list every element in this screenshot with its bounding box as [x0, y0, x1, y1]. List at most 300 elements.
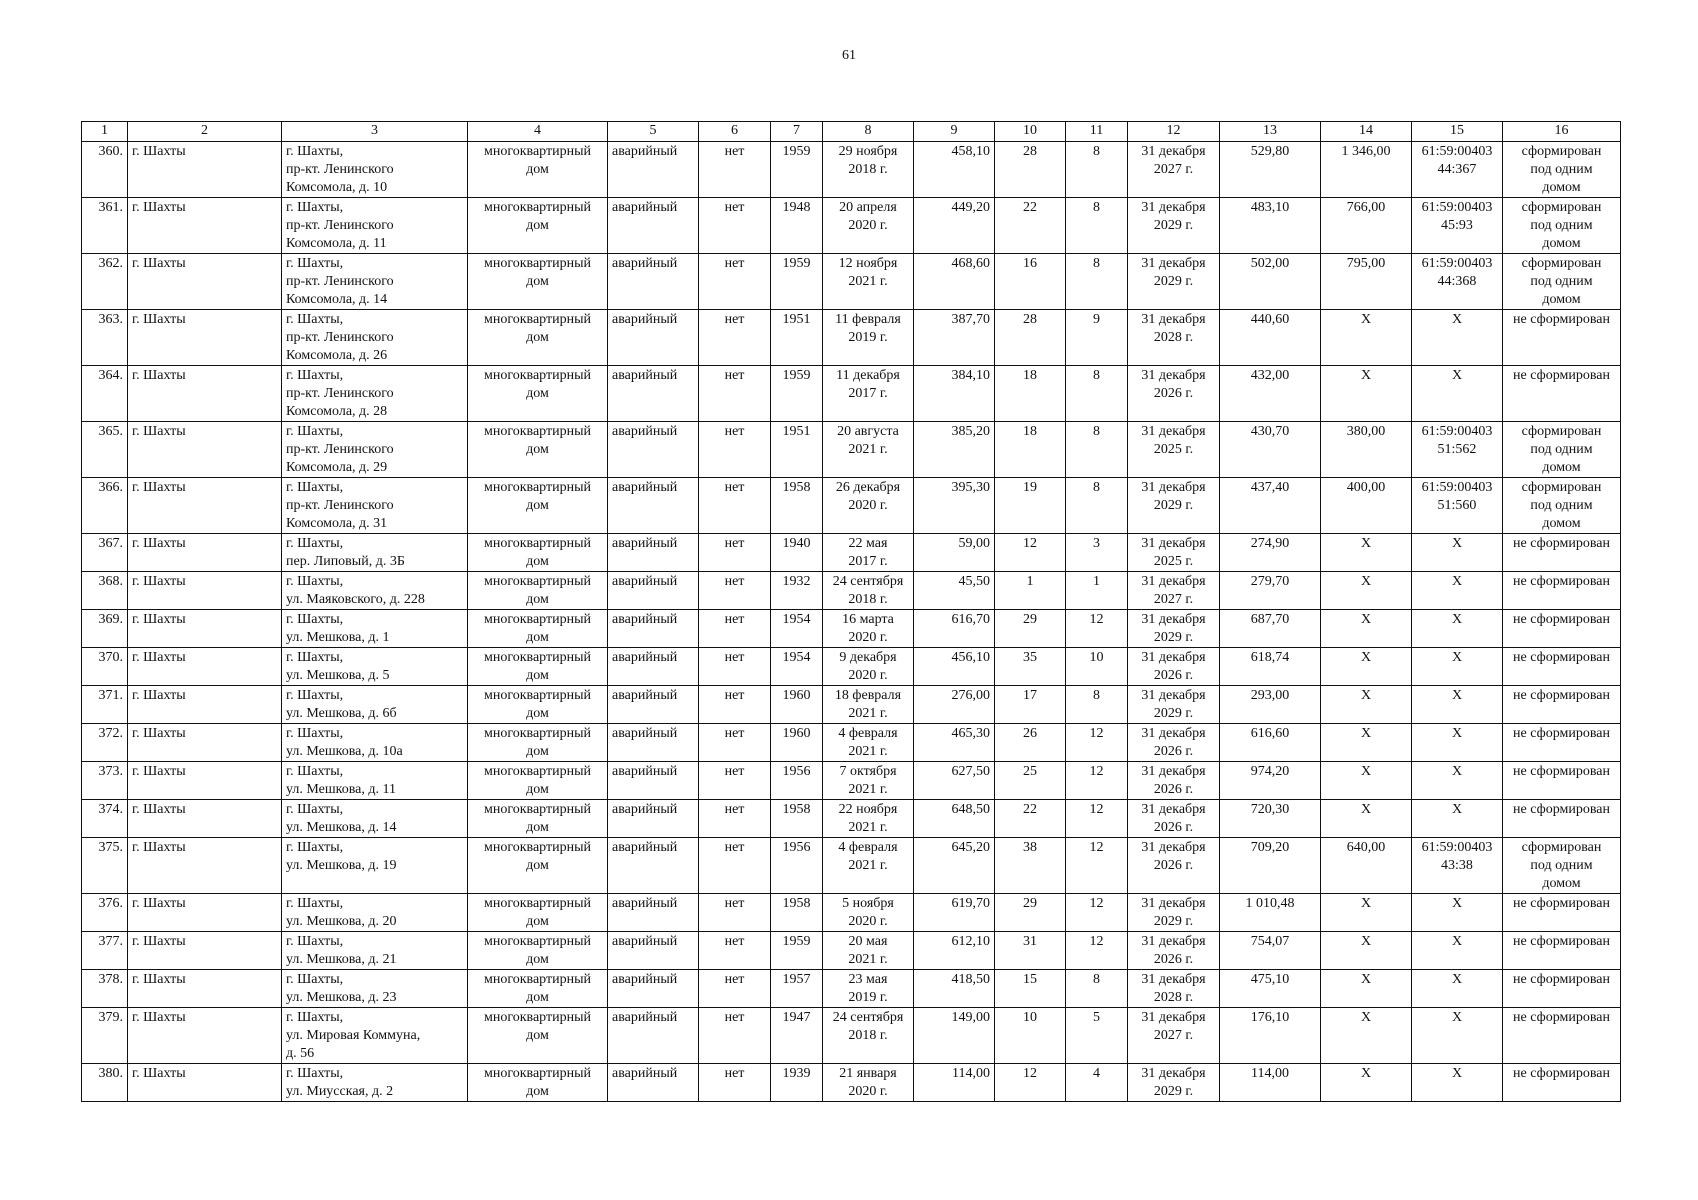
table-row	[82, 198, 1621, 254]
cell-area2: 502,00	[1220, 254, 1321, 310]
cell-municipality: г. Шахты	[128, 366, 282, 422]
cell-flag: нет	[699, 610, 771, 648]
cell-no: 376.	[82, 894, 128, 932]
cell-residents: 38	[995, 838, 1066, 894]
cell-residents: 12	[995, 534, 1066, 572]
cell-municipality: г. Шахты	[128, 422, 282, 478]
cell-residents: 31	[995, 932, 1066, 970]
cell-land-area: X	[1321, 724, 1412, 762]
cell-units: 8	[1066, 970, 1128, 1008]
cell-cadastral: X	[1412, 762, 1503, 800]
cell-deadline: 31 декабря 2026 г.	[1128, 762, 1220, 800]
cell-area: 465,30	[914, 724, 995, 762]
cell-cadastral: 61:59:00403 51:562	[1412, 422, 1503, 478]
cell-area2: 293,00	[1220, 686, 1321, 724]
cell-flag: нет	[699, 838, 771, 894]
cell-date: 29 ноября 2018 г.	[823, 142, 914, 198]
cell-units: 8	[1066, 422, 1128, 478]
cell-residents: 26	[995, 724, 1066, 762]
cell-residents: 18	[995, 422, 1066, 478]
cell-date: 16 марта 2020 г.	[823, 610, 914, 648]
cell-municipality: г. Шахты	[128, 1064, 282, 1102]
cell-type: многоквартирный дом	[468, 648, 608, 686]
cell-type: многоквартирный дом	[468, 310, 608, 366]
cell-deadline: 31 декабря 2029 г.	[1128, 478, 1220, 534]
cell-date: 5 ноября 2020 г.	[823, 894, 914, 932]
cell-address: г. Шахты, ул. Мешкова, д. 1	[282, 610, 468, 648]
cell-year: 1957	[771, 970, 823, 1008]
cell-land-status: не сформирован	[1503, 724, 1621, 762]
cell-address: г. Шахты, ул. Мешкова, д. 5	[282, 648, 468, 686]
cell-flag: нет	[699, 724, 771, 762]
cell-status: аварийный	[608, 478, 699, 534]
cell-status: аварийный	[608, 610, 699, 648]
column-header: 15	[1412, 122, 1503, 142]
cell-year: 1940	[771, 534, 823, 572]
cell-address: г. Шахты, ул. Мешкова, д. 6б	[282, 686, 468, 724]
cell-units: 4	[1066, 1064, 1128, 1102]
cell-area2: 754,07	[1220, 932, 1321, 970]
cell-status: аварийный	[608, 366, 699, 422]
cell-land-area: X	[1321, 648, 1412, 686]
cell-year: 1951	[771, 422, 823, 478]
cell-type: многоквартирный дом	[468, 894, 608, 932]
table-row	[82, 800, 1621, 838]
cell-land-status: не сформирован	[1503, 1064, 1621, 1102]
cell-area: 418,50	[914, 970, 995, 1008]
cell-year: 1956	[771, 838, 823, 894]
cell-municipality: г. Шахты	[128, 142, 282, 198]
cell-residents: 29	[995, 610, 1066, 648]
cell-area: 468,60	[914, 254, 995, 310]
cell-municipality: г. Шахты	[128, 762, 282, 800]
cell-residents: 19	[995, 478, 1066, 534]
cell-units: 8	[1066, 478, 1128, 534]
cell-address: г. Шахты, пр-кт. Ленинского Комсомола, д. 14	[282, 254, 468, 310]
cell-type: многоквартирный дом	[468, 366, 608, 422]
cell-no: 373.	[82, 762, 128, 800]
cell-units: 10	[1066, 648, 1128, 686]
cell-land-area: X	[1321, 800, 1412, 838]
cell-land-area: X	[1321, 366, 1412, 422]
cell-deadline: 31 декабря 2026 г.	[1128, 366, 1220, 422]
cell-residents: 10	[995, 1008, 1066, 1064]
cell-land-status: сформирован под одним домом	[1503, 838, 1621, 894]
cell-land-status: не сформирован	[1503, 366, 1621, 422]
cell-units: 9	[1066, 310, 1128, 366]
table-row	[82, 970, 1621, 1008]
cell-no: 370.	[82, 648, 128, 686]
cell-no: 378.	[82, 970, 128, 1008]
cell-address: г. Шахты, пр-кт. Ленинского Комсомола, д. 11	[282, 198, 468, 254]
cell-year: 1960	[771, 686, 823, 724]
table-row	[82, 1064, 1621, 1102]
cell-units: 8	[1066, 366, 1128, 422]
cell-land-status: сформирован под одним домом	[1503, 254, 1621, 310]
cell-type: многоквартирный дом	[468, 762, 608, 800]
cell-land-status: не сформирован	[1503, 310, 1621, 366]
cell-flag: нет	[699, 366, 771, 422]
table-row	[82, 894, 1621, 932]
cell-date: 24 сентября 2018 г.	[823, 1008, 914, 1064]
cell-no: 366.	[82, 478, 128, 534]
cell-land-status: не сформирован	[1503, 1008, 1621, 1064]
cell-status: аварийный	[608, 142, 699, 198]
cell-area: 149,00	[914, 1008, 995, 1064]
cell-residents: 1	[995, 572, 1066, 610]
cell-area: 395,30	[914, 478, 995, 534]
cell-area: 449,20	[914, 198, 995, 254]
cell-area2: 274,90	[1220, 534, 1321, 572]
cell-area2: 483,10	[1220, 198, 1321, 254]
cell-land-status: не сформирован	[1503, 894, 1621, 932]
cell-deadline: 31 декабря 2026 г.	[1128, 838, 1220, 894]
cell-deadline: 31 декабря 2029 г.	[1128, 894, 1220, 932]
cell-municipality: г. Шахты	[128, 932, 282, 970]
cell-area: 384,10	[914, 366, 995, 422]
cell-flag: нет	[699, 142, 771, 198]
cell-deadline: 31 декабря 2029 г.	[1128, 198, 1220, 254]
column-header: 1	[82, 122, 128, 142]
table-row	[82, 932, 1621, 970]
cell-deadline: 31 декабря 2027 г.	[1128, 142, 1220, 198]
cell-land-status: не сформирован	[1503, 932, 1621, 970]
cell-area2: 720,30	[1220, 800, 1321, 838]
cell-date: 12 ноября 2021 г.	[823, 254, 914, 310]
cell-deadline: 31 декабря 2029 г.	[1128, 610, 1220, 648]
cell-land-status: не сформирован	[1503, 534, 1621, 572]
cell-residents: 22	[995, 198, 1066, 254]
column-header: 8	[823, 122, 914, 142]
cell-year: 1939	[771, 1064, 823, 1102]
table-body	[82, 142, 1621, 1102]
cell-type: многоквартирный дом	[468, 198, 608, 254]
cell-status: аварийный	[608, 932, 699, 970]
table-row	[82, 534, 1621, 572]
cell-cadastral: X	[1412, 686, 1503, 724]
cell-type: многоквартирный дом	[468, 478, 608, 534]
table-row	[82, 422, 1621, 478]
cell-units: 8	[1066, 142, 1128, 198]
cell-deadline: 31 декабря 2025 г.	[1128, 422, 1220, 478]
housing-registry-table	[81, 121, 1621, 1102]
cell-no: 374.	[82, 800, 128, 838]
cell-no: 367.	[82, 534, 128, 572]
cell-area: 645,20	[914, 838, 995, 894]
cell-year: 1959	[771, 142, 823, 198]
cell-units: 12	[1066, 932, 1128, 970]
cell-municipality: г. Шахты	[128, 254, 282, 310]
cell-residents: 18	[995, 366, 1066, 422]
cell-address: г. Шахты, ул. Мешкова, д. 14	[282, 800, 468, 838]
cell-flag: нет	[699, 648, 771, 686]
cell-area: 612,10	[914, 932, 995, 970]
cell-status: аварийный	[608, 572, 699, 610]
cell-deadline: 31 декабря 2026 г.	[1128, 800, 1220, 838]
cell-no: 362.	[82, 254, 128, 310]
cell-cadastral: X	[1412, 1008, 1503, 1064]
cell-municipality: г. Шахты	[128, 310, 282, 366]
cell-no: 375.	[82, 838, 128, 894]
cell-year: 1958	[771, 894, 823, 932]
cell-land-area: X	[1321, 1064, 1412, 1102]
cell-municipality: г. Шахты	[128, 610, 282, 648]
cell-land-status: не сформирован	[1503, 648, 1621, 686]
cell-land-status: сформирован под одним домом	[1503, 422, 1621, 478]
cell-status: аварийный	[608, 422, 699, 478]
cell-land-area: X	[1321, 894, 1412, 932]
cell-flag: нет	[699, 310, 771, 366]
cell-land-area: X	[1321, 932, 1412, 970]
cell-residents: 15	[995, 970, 1066, 1008]
cell-address: г. Шахты, ул. Мешкова, д. 20	[282, 894, 468, 932]
cell-year: 1960	[771, 724, 823, 762]
cell-area2: 475,10	[1220, 970, 1321, 1008]
cell-land-area: X	[1321, 1008, 1412, 1064]
cell-year: 1951	[771, 310, 823, 366]
cell-residents: 17	[995, 686, 1066, 724]
cell-address: г. Шахты, пр-кт. Ленинского Комсомола, д. 26	[282, 310, 468, 366]
cell-status: аварийный	[608, 648, 699, 686]
cell-flag: нет	[699, 932, 771, 970]
cell-flag: нет	[699, 478, 771, 534]
cell-area: 458,10	[914, 142, 995, 198]
column-header: 14	[1321, 122, 1412, 142]
cell-land-area: 795,00	[1321, 254, 1412, 310]
cell-address: г. Шахты, пр-кт. Ленинского Комсомола, д. 28	[282, 366, 468, 422]
cell-area2: 437,40	[1220, 478, 1321, 534]
cell-municipality: г. Шахты	[128, 838, 282, 894]
cell-land-area: 1 346,00	[1321, 142, 1412, 198]
cell-area: 456,10	[914, 648, 995, 686]
cell-year: 1959	[771, 366, 823, 422]
cell-status: аварийный	[608, 724, 699, 762]
cell-status: аварийный	[608, 800, 699, 838]
cell-land-area: X	[1321, 762, 1412, 800]
cell-date: 20 августа 2021 г.	[823, 422, 914, 478]
cell-units: 8	[1066, 686, 1128, 724]
cell-status: аварийный	[608, 686, 699, 724]
cell-land-status: сформирован под одним домом	[1503, 142, 1621, 198]
cell-address: г. Шахты, ул. Мешкова, д. 11	[282, 762, 468, 800]
cell-status: аварийный	[608, 1064, 699, 1102]
cell-residents: 16	[995, 254, 1066, 310]
cell-units: 12	[1066, 894, 1128, 932]
table-row	[82, 310, 1621, 366]
cell-units: 3	[1066, 534, 1128, 572]
table-row	[82, 838, 1621, 894]
cell-type: многоквартирный дом	[468, 142, 608, 198]
cell-area: 619,70	[914, 894, 995, 932]
table-row	[82, 142, 1621, 198]
cell-flag: нет	[699, 970, 771, 1008]
cell-type: многоквартирный дом	[468, 724, 608, 762]
cell-no: 372.	[82, 724, 128, 762]
table-row	[82, 610, 1621, 648]
cell-year: 1958	[771, 800, 823, 838]
cell-cadastral: X	[1412, 310, 1503, 366]
cell-land-status: не сформирован	[1503, 970, 1621, 1008]
cell-flag: нет	[699, 422, 771, 478]
cell-date: 9 декабря 2020 г.	[823, 648, 914, 686]
column-header: 12	[1128, 122, 1220, 142]
page-number: 61	[842, 48, 856, 63]
cell-date: 7 октября 2021 г.	[823, 762, 914, 800]
cell-date: 18 февраля 2021 г.	[823, 686, 914, 724]
cell-date: 23 мая 2019 г.	[823, 970, 914, 1008]
cell-area2: 432,00	[1220, 366, 1321, 422]
cell-year: 1954	[771, 648, 823, 686]
column-header: 5	[608, 122, 699, 142]
cell-date: 24 сентября 2018 г.	[823, 572, 914, 610]
cell-deadline: 31 декабря 2029 г.	[1128, 1064, 1220, 1102]
cell-municipality: г. Шахты	[128, 478, 282, 534]
cell-deadline: 31 декабря 2026 г.	[1128, 932, 1220, 970]
cell-land-area: X	[1321, 572, 1412, 610]
cell-status: аварийный	[608, 1008, 699, 1064]
cell-area: 627,50	[914, 762, 995, 800]
cell-area2: 616,60	[1220, 724, 1321, 762]
cell-year: 1947	[771, 1008, 823, 1064]
cell-area2: 430,70	[1220, 422, 1321, 478]
cell-year: 1959	[771, 254, 823, 310]
cell-cadastral: 61:59:00403 45:93	[1412, 198, 1503, 254]
cell-deadline: 31 декабря 2028 г.	[1128, 970, 1220, 1008]
cell-type: многоквартирный дом	[468, 932, 608, 970]
cell-address: г. Шахты, ул. Миусская, д. 2	[282, 1064, 468, 1102]
cell-address: г. Шахты, ул. Мешкова, д. 21	[282, 932, 468, 970]
cell-units: 8	[1066, 254, 1128, 310]
cell-status: аварийный	[608, 970, 699, 1008]
cell-land-area: 640,00	[1321, 838, 1412, 894]
cell-cadastral: X	[1412, 932, 1503, 970]
column-header: 4	[468, 122, 608, 142]
cell-no: 365.	[82, 422, 128, 478]
table-row	[82, 1008, 1621, 1064]
cell-deadline: 31 декабря 2027 г.	[1128, 572, 1220, 610]
cell-municipality: г. Шахты	[128, 572, 282, 610]
cell-year: 1956	[771, 762, 823, 800]
cell-flag: нет	[699, 762, 771, 800]
cell-no: 371.	[82, 686, 128, 724]
cell-land-area: X	[1321, 310, 1412, 366]
cell-land-status: не сформирован	[1503, 686, 1621, 724]
cell-date: 11 февраля 2019 г.	[823, 310, 914, 366]
cell-area2: 529,80	[1220, 142, 1321, 198]
cell-area: 114,00	[914, 1064, 995, 1102]
column-header: 11	[1066, 122, 1128, 142]
cell-no: 379.	[82, 1008, 128, 1064]
cell-municipality: г. Шахты	[128, 1008, 282, 1064]
cell-type: многоквартирный дом	[468, 1008, 608, 1064]
cell-date: 21 января 2020 г.	[823, 1064, 914, 1102]
cell-land-area: 766,00	[1321, 198, 1412, 254]
cell-date: 22 ноября 2021 г.	[823, 800, 914, 838]
cell-flag: нет	[699, 1064, 771, 1102]
cell-year: 1954	[771, 610, 823, 648]
cell-deadline: 31 декабря 2027 г.	[1128, 1008, 1220, 1064]
cell-no: 361.	[82, 198, 128, 254]
cell-flag: нет	[699, 1008, 771, 1064]
cell-cadastral: X	[1412, 894, 1503, 932]
cell-type: многоквартирный дом	[468, 534, 608, 572]
column-header: 9	[914, 122, 995, 142]
table-row	[82, 478, 1621, 534]
table-row	[82, 762, 1621, 800]
cell-no: 380.	[82, 1064, 128, 1102]
cell-date: 22 мая 2017 г.	[823, 534, 914, 572]
cell-cadastral: X	[1412, 534, 1503, 572]
cell-area: 276,00	[914, 686, 995, 724]
cell-no: 364.	[82, 366, 128, 422]
cell-units: 12	[1066, 610, 1128, 648]
cell-land-area: X	[1321, 970, 1412, 1008]
cell-cadastral: X	[1412, 1064, 1503, 1102]
cell-no: 363.	[82, 310, 128, 366]
cell-units: 12	[1066, 838, 1128, 894]
cell-type: многоквартирный дом	[468, 838, 608, 894]
cell-area: 59,00	[914, 534, 995, 572]
cell-type: многоквартирный дом	[468, 970, 608, 1008]
cell-land-area: X	[1321, 534, 1412, 572]
cell-no: 360.	[82, 142, 128, 198]
cell-date: 26 декабря 2020 г.	[823, 478, 914, 534]
column-header: 6	[699, 122, 771, 142]
table-row	[82, 366, 1621, 422]
cell-no: 368.	[82, 572, 128, 610]
cell-address: г. Шахты, ул. Мешкова, д. 10а	[282, 724, 468, 762]
cell-type: многоквартирный дом	[468, 800, 608, 838]
cell-status: аварийный	[608, 254, 699, 310]
column-header: 10	[995, 122, 1066, 142]
cell-deadline: 31 декабря 2028 г.	[1128, 310, 1220, 366]
cell-status: аварийный	[608, 838, 699, 894]
cell-status: аварийный	[608, 198, 699, 254]
cell-address: г. Шахты, пер. Липовый, д. 3Б	[282, 534, 468, 572]
cell-area: 45,50	[914, 572, 995, 610]
cell-date: 4 февраля 2021 г.	[823, 838, 914, 894]
cell-cadastral: 61:59:00403 44:368	[1412, 254, 1503, 310]
cell-year: 1959	[771, 932, 823, 970]
cell-residents: 25	[995, 762, 1066, 800]
table-row	[82, 724, 1621, 762]
cell-municipality: г. Шахты	[128, 894, 282, 932]
column-header: 13	[1220, 122, 1321, 142]
table-row	[82, 648, 1621, 686]
cell-area2: 974,20	[1220, 762, 1321, 800]
cell-status: аварийный	[608, 534, 699, 572]
cell-units: 8	[1066, 198, 1128, 254]
cell-units: 1	[1066, 572, 1128, 610]
cell-status: аварийный	[608, 310, 699, 366]
cell-units: 12	[1066, 762, 1128, 800]
column-header: 2	[128, 122, 282, 142]
cell-cadastral: X	[1412, 724, 1503, 762]
cell-area: 387,70	[914, 310, 995, 366]
cell-type: многоквартирный дом	[468, 686, 608, 724]
cell-year: 1958	[771, 478, 823, 534]
cell-address: г. Шахты, пр-кт. Ленинского Комсомола, д. 29	[282, 422, 468, 478]
cell-cadastral: 61:59:00403 44:367	[1412, 142, 1503, 198]
cell-cadastral: 61:59:00403 51:560	[1412, 478, 1503, 534]
cell-type: многоквартирный дом	[468, 422, 608, 478]
cell-land-status: не сформирован	[1503, 572, 1621, 610]
cell-status: аварийный	[608, 762, 699, 800]
cell-deadline: 31 декабря 2029 г.	[1128, 254, 1220, 310]
cell-address: г. Шахты, ул. Мешкова, д. 19	[282, 838, 468, 894]
cell-date: 20 апреля 2020 г.	[823, 198, 914, 254]
cell-residents: 28	[995, 310, 1066, 366]
